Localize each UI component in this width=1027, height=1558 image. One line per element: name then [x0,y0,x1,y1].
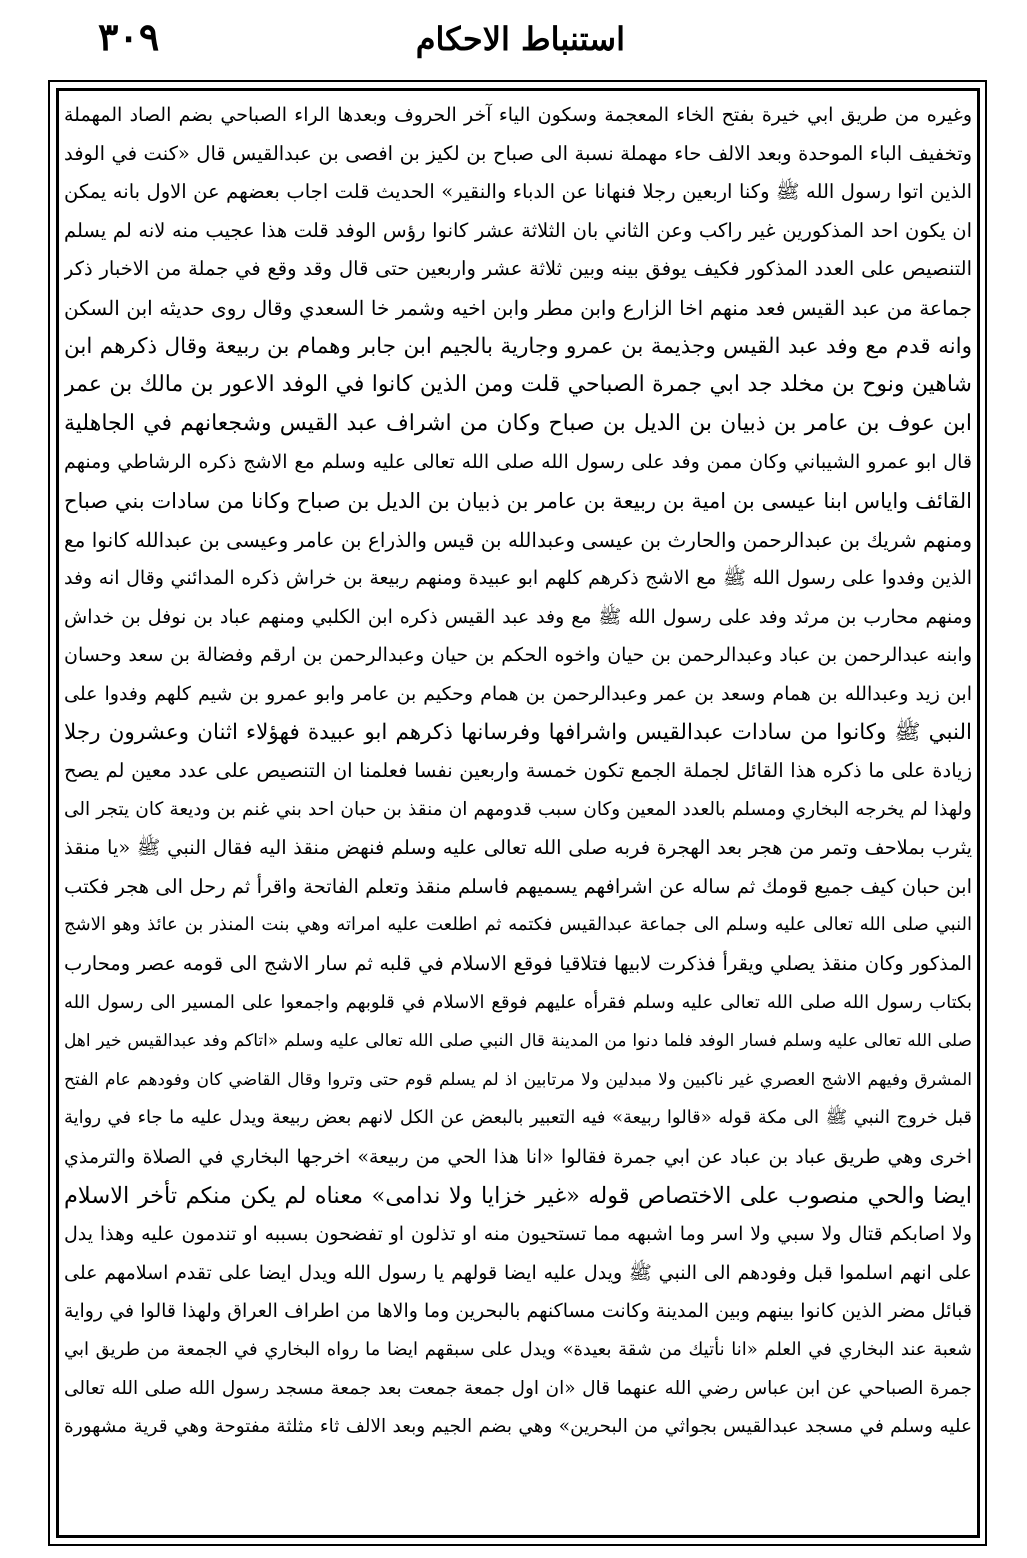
text-line: ايضا والحي منصوب على الاختصاص قوله «غير خزايا ولا ندامى» معناه لم يكن منكم تأخر الاسلام [64,1182,972,1209]
text-line: التنصيص على العدد المذكور فكيف يوفق بينه وبين ثلاثة عشر واربعين حتى قال وقد وقع في جملة من الاخبار ذكر [64,257,972,281]
page-title: استنباط الاحكام [415,20,625,58]
text-line: ولا اصابكم قتال ولا سبي ولا اسر وما اشبهه مما تستحيون منه او تذلون او تفضحون بسببه او تندمون عليه وهذا يدل [64,1223,972,1246]
text-line: قبائل مضر الذين كانوا بينهم وبين المدينة وكانت مساكنهم بالبحرين وما والاها من اطراف العراق ولهذا قالوا في رواية [64,1300,972,1323]
text-line: القائف واياس ابنا عيسى بن امية بن ربيعة بن عامر بن ذبيان بن الديل بن صباح وكانا من سادات بني صباح [64,488,972,513]
text-line: جمرة الصباحي عن ابن عباس رضي الله عنهما قال «ان اول جمعة جمعت بعد جمعة مسجد رسول الله صلى الله تعالى [64,1377,972,1399]
text-line: ومنهم شريك بن عبدالرحمن والحارث بن عيسى وعبدالله بن قيس والذراع بن عامر وعيسى بن عبدالله كانوا مع [64,527,972,552]
text-line: يثرب بملاحف وتمر من هجر بعد الهجرة فربه صلى الله تعالى عليه وسلم فنهض منقذ اليه فقال النبي ﷺ «يا منقذ [64,836,972,860]
text-line: ابن زيد وعبدالله بن همام وسعد بن عمر وعبدالرحمن بن همام وحكيم بن عامر وابو عمرو بن شيم كلهم وفدوا على [64,682,972,705]
text-line: وابنه عبدالرحمن بن عباد وعبدالرحمن بن حيان واخوه الحكم بن حيان وعبدالرحمن بن ارقم وفضالة بن سعد وحسان [64,644,972,667]
text-line: المشرق وفيهم الاشج العصري غير ناكبين ولا مبدلين ولا مرتابين اذ لم يسلم قوم حتى وتروا وقال القاضي كان وفودهم عام الفتح [64,1069,972,1090]
text-line: الذين وفدوا على رسول الله ﷺ مع الاشج ذكرهم كلهم ابو عبيدة ومنهم ربيعة بن خراش ذكره المدائني وقال انه وفد [64,567,972,590]
text-line: صلى الله تعالى عليه وسلم فسار الوفد فلما دنوا من المدينة قال النبي صلى الله تعالى عليه وسلم «اتاكم وفد عبدالقيس خير اهل [64,1031,972,1052]
text-line: جماعة من عبد القيس فعد منهم اخا الزارع وابن مطر وابن اخيه وشمر خا السعدي وقال روى حديثه ابن السكن [64,295,972,320]
text-line: ومنهم محارب بن مرثد وفد على رسول الله ﷺ مع وفد عبد القيس ذكره ابن الكلبي ومنهم عباد بن نوفل بن خداش [64,605,972,628]
text-line: ابن حبان كيف جميع قومك ثم ساله عن اشرافهم يسميهم فاسلم منقذ وتعلم الفاتحة واقرأ ثم رحل الى هجر فكتب [64,874,972,898]
text-line: وتخفيف الباء الموحدة وبعد الالف حاء مهملة نسبة الى صباح بن لكيز بن افصى بن عبدالقيس قال «كنت في الوفد [64,141,972,165]
text-line: بكتاب رسول الله صلى الله تعالى عليه وسلم فقرأه عليهم فوقع الاسلام في قلوبهم واجمعوا على المسير الى رسول الله [64,991,972,1013]
text-line: وغيره من طريق ابي خيرة بفتح الخاء المعجمة وسكون الياء آخر الحروف وبعدها الراء الصباحي بضم الصاد المهملة [64,104,972,126]
text-line: ابن عوف بن عامر بن ذبيان بن الديل بن صباح وكان من اشراف عبد القيس وشجعانهم في الجاهلية [64,410,972,436]
text-line: النبي ﷺ وكانوا من سادات عبدالقيس واشرافها وفرسانها ذكرهم ابو عبيدة فهؤلاء اثنان وعشرون رجلا [64,719,972,745]
text-line: شاهين ونوح بن مخلد جد ابي جمرة الصباحي قلت ومن الذين كانوا في الوفد الاعور بن مالك بن عمر [64,372,972,398]
text-line: اخرى وهي طريق عباد بن عباد عن ابي جمرة فقالوا «انا هذا الحي من ربيعة» اخرجها البخاري في الصلاة والترمذي [64,1146,972,1169]
text-line: ان يكون احد المذكورين غير راكب وعن الثاني بان الثلاثة عشر كانوا رؤس الوفد قلت هذا عجيب منه لانه لم يسلم [64,218,972,242]
text-line: قبل خروج النبي ﷺ الى مكة قوله «قالوا ربيعة» فيه التعبير بالبعض عن الكل لانهم بعض ربيعة ويدل عليه ما جاء في رواية [64,1107,972,1129]
text-line: الذين اتوا رسول الله ﷺ وكنا اربعين رجلا فنهانا عن الدباء والنقير» الحديث قلت اجاب بعضهم عن الاول بانه يمكن [64,180,972,204]
text-line: شعبة عند البخاري في العلم «انا نأتيك من شقة بعيدة» ويدل على سبقهم ايضا ما رواه البخاري في الجمعة من طريق ابي [64,1339,972,1360]
page-header [40,12,990,70]
text-line: وانه قدم مع وفد عبد القيس وجذيمة بن عمرو وجارية بالجيم ابن جابر وهمام بن ربيعة وقال ذكرهم ابن [64,333,972,359]
text-line: النبي صلى الله تعالى عليه وسلم الى جماعة عبدالقيس فكتمه ثم اطلعت عليه امراته وهي بنت المنذر بن عائذ وهو الاشج [64,914,972,936]
text-line: عليه وسلم في مسجد عبدالقيس بجواثي من البحرين» وهي بضم الجيم وبعد الالف ثاء مثلثة مفتوحة وهي قرية مشهورة [64,1416,972,1438]
text-line: قال ابو عمرو الشيباني وكان ممن وفد على رسول الله صلى الله تعالى عليه وسلم مع الاشج ذكره الرشاطي ومنهم [64,451,972,474]
text-line: زيادة على ما ذكره هذا القائل لجملة الجمع تكون خمسة واربعين نفسا فعلمنا ان التنصيص على عدد معين لم يصح [64,759,972,783]
page-number: ٣٠٩ [98,14,160,59]
body-text [64,96,972,1526]
text-line: على انهم اسلموا قبل وفودهم الى النبي ﷺ ويدل عليه ايضا قولهم يا رسول الله ويدل ايضا على تقدم اسلامهم على [64,1261,972,1284]
text-line: ولهذا لم يخرجه البخاري ومسلم بالعدد المعين وكان سبب قدومهم ان منقذ بن حبان احد بني غنم بن وديعة كان يتجر الى [64,798,972,820]
text-line: المذكور وكان منقذ يصلي ويقرأ فذكرت لابيها فتلاقيا فوقع الاسلام في قلبه ثم سار الاشج الى قومه عصر ومحارب [64,952,972,976]
